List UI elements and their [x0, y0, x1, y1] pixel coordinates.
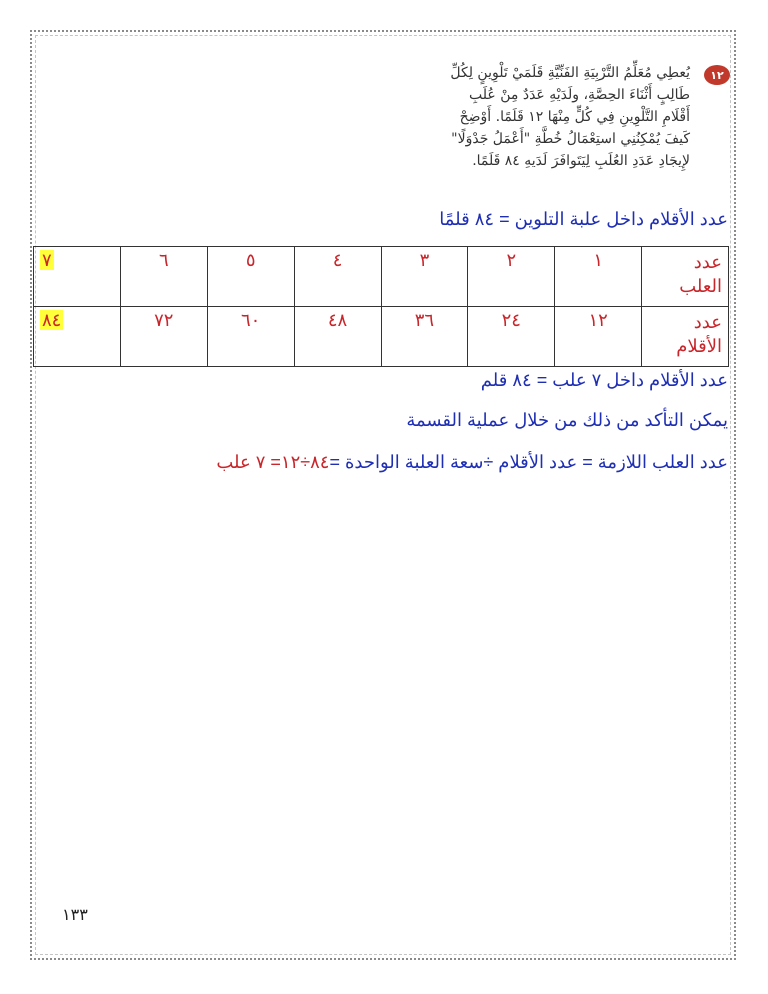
header-line: عدد: [693, 252, 722, 272]
highlight-mark: ٧: [42, 250, 52, 270]
header-line: العلب: [679, 276, 722, 296]
page-border-inner: [35, 35, 731, 955]
division-result: ٨٤÷١٢= ٧ علب: [216, 452, 330, 472]
table-cell: ٧٢: [120, 307, 207, 367]
table-row: [34, 247, 729, 307]
problem-number-badge: ١٢: [704, 65, 730, 85]
table-cell: ٢٤: [468, 307, 555, 367]
page-number: ١٣٣: [62, 905, 88, 924]
problem-text: [370, 62, 690, 172]
problem-line: لإِيجَادِ عَدَدِ العُلَبِ لِيَتَوافَرَ لَدَيهِ ٨٤ قَلَمًا.: [472, 153, 690, 169]
problem-block: [370, 62, 730, 172]
table-cell: ٣: [381, 247, 468, 307]
problem-line: كَيفَ يُمْكِنُنِي استِعْمَالُ خُطَّةِ "أَعْمَلُ جَدْوَلًا": [451, 131, 690, 147]
division-line: [216, 452, 728, 473]
header-line: عدد: [693, 312, 722, 332]
row-header-boxes: [642, 247, 729, 307]
problem-line: أَقْلَامِ التَّلْوِينِ فِي كُلٍّ مِنْهَا ١٢ قَلَمًا. أَوْضِحْ: [459, 109, 690, 125]
table-cell: ١٢: [555, 307, 642, 367]
statement-text: عدد الأقلام داخل علبة التلوين = ٨٤ قلمًا: [439, 209, 728, 229]
table-cell-highlighted: [34, 307, 121, 367]
data-table: [33, 246, 729, 367]
row-header-pens: [642, 307, 729, 367]
table-cell-highlighted: [34, 247, 121, 307]
table-cell: ٤: [294, 247, 381, 307]
table-cell: ٤٨: [294, 307, 381, 367]
table-cell: ٢: [468, 247, 555, 307]
table-cell: ٣٦: [381, 307, 468, 367]
table-cell: ٦٠: [207, 307, 294, 367]
table-cell: ٦: [120, 247, 207, 307]
table-row: [34, 307, 729, 367]
verify-text: يمكن التأكد من ذلك من خلال عملية القسمة: [406, 410, 728, 430]
division-label: عدد العلب اللازمة = عدد الأقلام ÷سعة العلبة الواحدة =: [329, 452, 728, 472]
header-line: الأقلام: [676, 336, 722, 356]
problem-line: يُعطِي مُعَلِّمُ التَّرْبِيَةِ الفَنِّيَّةِ قَلَمَيْ تَلْوِينٍ لِكُلِّ: [450, 65, 690, 81]
problem-line: طَالِبٍ أَثْنَاءَ الحِصَّةِ، ولَدَيْهِ عَدَدٌ مِنْ عُلَبِ: [469, 87, 690, 103]
conclusion-text: عدد الأقلام داخل ٧ علب = ٨٤ قلم: [480, 370, 728, 390]
table-cell: ١: [555, 247, 642, 307]
table-cell: ٥: [207, 247, 294, 307]
highlight-mark: ٨٤: [42, 310, 62, 330]
